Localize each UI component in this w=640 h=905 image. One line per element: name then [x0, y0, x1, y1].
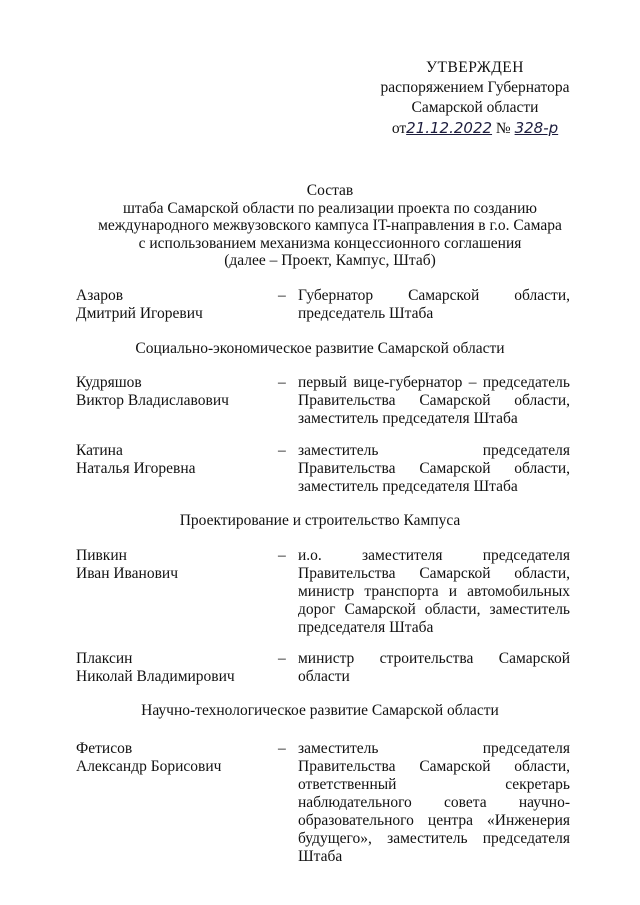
member-dash: – [278, 287, 286, 304]
member-name [76, 740, 266, 776]
from-label: от [391, 120, 407, 137]
member-name [76, 374, 266, 410]
member-given-name: Александр Борисович [76, 758, 222, 775]
header-line-1: Состав [306, 182, 354, 199]
member-surname: Фетисов [76, 740, 133, 757]
member-role: первый вице-губернатор – председатель Правительства Самарской области, заместитель председателя Штаба [298, 374, 570, 427]
handwritten-date: 21.12.2022 [406, 119, 493, 137]
member-given-name: Виктор Владиславович [76, 392, 229, 409]
approval-line-2: Самарской области [411, 99, 539, 116]
section-heading-science: Научно-технологическое развитие Самарской области [141, 702, 499, 719]
header-line-4: с использованием механизма концессионного соглашения [138, 234, 522, 252]
approval-title: УТВЕРЖДЕН [426, 59, 524, 76]
member-dash: – [278, 442, 286, 459]
approval-block [360, 58, 590, 139]
member-given-name: Дмитрий Игоревич [76, 305, 203, 322]
member-given-name: Николай Владимирович [76, 668, 235, 685]
member-surname: Пивкин [76, 547, 127, 564]
header-line-3: международного межвузовского кампуса IT-направления в г.о. Самара [98, 217, 562, 234]
member-role: заместитель председателя Правительства Самарской области, заместитель председателя Штаба [298, 442, 570, 495]
section-heading-social: Социально-экономическое развитие Самарской области [135, 340, 505, 357]
member-role: заместитель председателя Правительства Самарской области, ответственный секретарь наблюдательного совета научно-образовательного центра «Инженерия будущего», заместитель председателя Штаба [298, 740, 570, 865]
handwritten-number: 328-р [514, 119, 559, 137]
member-surname: Плаксин [76, 650, 133, 667]
member-role: Губернатор Самарской области, председатель Штаба [298, 287, 570, 322]
approval-signature-line [360, 118, 590, 139]
member-dash: – [278, 740, 286, 757]
member-surname: Кудряшов [76, 374, 142, 391]
member-name [76, 650, 266, 686]
member-surname: Азаров [76, 287, 124, 304]
member-surname: Катина [76, 442, 123, 459]
member-role: и.о. заместителя председателя Правительства Самарской области, министр транспорта и автомобильных дорог Самарской области, заместитель председателя Штаба [298, 547, 570, 636]
approval-line-1: распоряжением Губернатора [380, 79, 570, 96]
member-name [76, 442, 266, 478]
member-name [76, 547, 266, 583]
header-line-5: (далее – Проект, Кампус, Штаб) [224, 252, 436, 269]
member-dash: – [278, 650, 286, 667]
member-dash: – [278, 374, 286, 391]
number-label: № [495, 120, 511, 137]
header-line-2: штаба Самарской области по реализации проекта по созданию [123, 199, 537, 217]
member-name [76, 287, 266, 323]
member-role: министр строительства Самарской области [298, 650, 570, 685]
section-heading-construction: Проектирование и строительство Кампуса [179, 512, 461, 529]
member-given-name: Иван Иванович [76, 565, 178, 582]
document-header [80, 182, 580, 270]
member-dash: – [278, 547, 286, 564]
member-given-name: Наталья Игоревна [76, 460, 196, 477]
